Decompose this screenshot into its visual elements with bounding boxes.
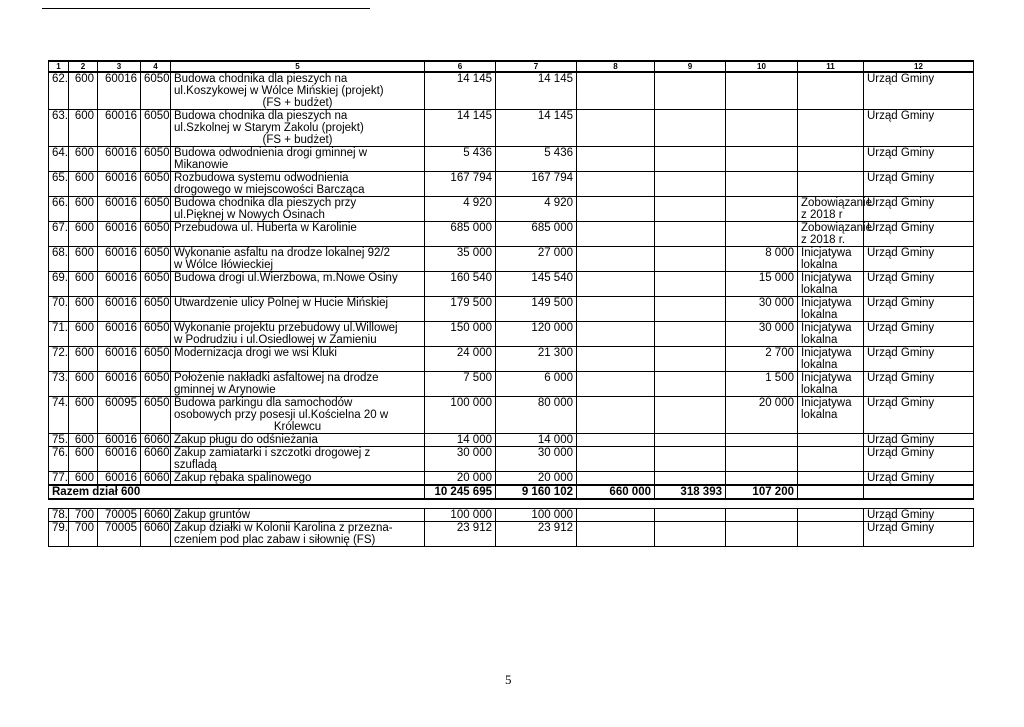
column-8-cell — [577, 372, 655, 397]
column-8-cell — [577, 322, 655, 347]
column-8-cell — [577, 147, 655, 172]
paragraph-cell: 6050 — [141, 172, 171, 197]
chapter-cell: 60016 — [98, 110, 141, 147]
chapter-cell: 60016 — [98, 247, 141, 272]
unit-cell: Urząd Gminy — [864, 147, 974, 172]
funding-note-cell: Inicjatywa lokalna — [798, 397, 864, 434]
column-9-cell — [655, 522, 726, 547]
unit-cell: Urząd Gminy — [864, 297, 974, 322]
column-number-1: 1 — [49, 61, 69, 72]
total-cost-cell: 150 000 — [425, 322, 496, 347]
column-8-cell — [577, 247, 655, 272]
column-10-cell — [726, 472, 798, 486]
chapter-cell: 60095 — [98, 397, 141, 434]
total-cost-cell: 167 794 — [425, 172, 496, 197]
total-cost-cell: 7 500 — [425, 372, 496, 397]
unit-cell: Urząd Gminy — [864, 347, 974, 372]
column-9-cell — [655, 372, 726, 397]
funding-note-cell — [798, 72, 864, 110]
column-number-9: 9 — [655, 61, 726, 72]
chapter-cell: 60016 — [98, 372, 141, 397]
unit-cell: Urząd Gminy — [864, 472, 974, 486]
funding-note-cell — [798, 472, 864, 486]
column-9-cell — [655, 72, 726, 110]
paragraph-cell: 6050 — [141, 372, 171, 397]
column-8-cell — [577, 172, 655, 197]
description-cell — [171, 447, 425, 472]
division-cell: 700 — [69, 509, 98, 522]
division-cell: 600 — [69, 447, 98, 472]
column-8-cell — [577, 297, 655, 322]
column-number-3: 3 — [98, 61, 141, 72]
funding-note-cell: Inicjatywa lokalna — [798, 372, 864, 397]
column-number-5: 5 — [171, 61, 425, 72]
funding-note-cell — [798, 172, 864, 197]
total-cost-cell: 100 000 — [425, 509, 496, 522]
description-line: w Podrudziu i ul.Osiedlowej w Zamieniu — [174, 334, 377, 346]
paragraph-cell: 6060 — [141, 509, 171, 522]
row-number-cell: 62. — [49, 72, 69, 110]
funding-note-cell — [798, 522, 864, 547]
funding-note-cell: Inicjatywa lokalna — [798, 322, 864, 347]
chapter-cell: 70005 — [98, 509, 141, 522]
table-row — [49, 397, 974, 434]
column-10-cell: 15 000 — [726, 272, 798, 297]
budget-2019-cell: 14 000 — [496, 434, 577, 447]
column-8-cell — [577, 110, 655, 147]
budget-2019-cell: 685 000 — [496, 222, 577, 247]
column-8-cell — [577, 72, 655, 110]
budget-2019-cell: 145 540 — [496, 272, 577, 297]
description-cell — [171, 522, 425, 547]
spacer-row — [49, 499, 974, 509]
row-number-cell: 76. — [49, 447, 69, 472]
division-cell: 600 — [69, 297, 98, 322]
total-c6: 10 245 695 — [425, 485, 496, 499]
column-number-10: 10 — [726, 61, 798, 72]
budget-2019-cell: 100 000 — [496, 509, 577, 522]
description-line: Zakup gruntów — [174, 509, 251, 521]
chapter-cell: 60016 — [98, 472, 141, 486]
description-line: szufladą — [174, 459, 217, 471]
chapter-cell: 60016 — [98, 147, 141, 172]
description-line: Budowa chodnika dla pieszych na — [174, 73, 348, 85]
column-8-cell — [577, 347, 655, 372]
paragraph-cell: 6050 — [141, 347, 171, 372]
description-line: Budowa chodnika dla pieszych na — [174, 110, 348, 122]
column-8-cell — [577, 197, 655, 222]
column-9-cell — [655, 247, 726, 272]
division-cell: 600 — [69, 110, 98, 147]
budget-2019-cell: 20 000 — [496, 472, 577, 486]
row-number-cell: 72. — [49, 347, 69, 372]
column-8-cell — [577, 509, 655, 522]
description-cell — [171, 197, 425, 222]
total-c7: 9 160 102 — [496, 485, 577, 499]
description-line: Modernizacja drogi we wsi Kluki — [174, 347, 337, 359]
column-10-cell — [726, 222, 798, 247]
table-row — [49, 222, 974, 247]
table-row — [49, 509, 974, 522]
funding-note-cell — [798, 147, 864, 172]
unit-cell: Urząd Gminy — [864, 434, 974, 447]
row-number-cell: 66. — [49, 197, 69, 222]
description-line: gminnej w Arynowie — [174, 384, 276, 396]
paragraph-cell: 6060 — [141, 447, 171, 472]
description-cell — [171, 72, 425, 110]
total-cost-cell: 35 000 — [425, 247, 496, 272]
funding-note-cell — [798, 447, 864, 472]
column-10-cell — [726, 197, 798, 222]
unit-cell: Urząd Gminy — [864, 247, 974, 272]
row-number-cell: 71. — [49, 322, 69, 347]
column-10-cell — [726, 147, 798, 172]
paragraph-cell: 6050 — [141, 322, 171, 347]
column-10-cell: 20 000 — [726, 397, 798, 434]
budget-2019-cell: 5 436 — [496, 147, 577, 172]
description-cell — [171, 172, 425, 197]
description-line: Zakup działki w Kolonii Karolina z przezna- — [174, 522, 393, 534]
total-cost-cell: 5 436 — [425, 147, 496, 172]
description-line: (FS + budżet) — [262, 134, 333, 146]
budget-2019-cell: 21 300 — [496, 347, 577, 372]
description-line: Budowa odwodnienia drogi gminnej w — [174, 147, 368, 159]
column-9-cell — [655, 272, 726, 297]
description-line: Zakup pługu do odśnieżania — [174, 434, 318, 446]
paragraph-cell: 6050 — [141, 247, 171, 272]
row-number-cell: 65. — [49, 172, 69, 197]
column-9-cell — [655, 197, 726, 222]
column-number-7: 7 — [496, 61, 577, 72]
budget-2019-cell: 149 500 — [496, 297, 577, 322]
funding-note-cell: Inicjatywa lokalna — [798, 347, 864, 372]
budget-2019-cell: 14 145 — [496, 110, 577, 147]
column-9-cell — [655, 447, 726, 472]
unit-cell: Urząd Gminy — [864, 322, 974, 347]
description-line: Zakup rębaka spalinowego — [174, 472, 312, 484]
total-cost-cell: 23 912 — [425, 522, 496, 547]
description-line: Wykonanie projektu przebudowy ul.Willowej — [174, 322, 398, 334]
column-10-cell — [726, 522, 798, 547]
column-8-cell — [577, 447, 655, 472]
chapter-cell: 60016 — [98, 172, 141, 197]
column-10-cell: 2 700 — [726, 347, 798, 372]
chapter-cell: 60016 — [98, 222, 141, 247]
description-line: Wykonanie asfaltu na drodze lokalnej 92/2 — [174, 247, 390, 259]
column-9-cell — [655, 172, 726, 197]
unit-cell: Urząd Gminy — [864, 272, 974, 297]
total-cost-cell: 179 500 — [425, 297, 496, 322]
total-cost-cell: 100 000 — [425, 397, 496, 434]
column-8-cell — [577, 222, 655, 247]
description-cell — [171, 397, 425, 434]
division-total-row — [49, 485, 974, 499]
paragraph-cell: 6050 — [141, 297, 171, 322]
table-row — [49, 372, 974, 397]
paragraph-cell: 6060 — [141, 472, 171, 486]
spacer-cell — [49, 499, 974, 509]
table-row — [49, 347, 974, 372]
top-rule — [42, 8, 370, 9]
division-cell: 600 — [69, 272, 98, 297]
table-row — [49, 72, 974, 110]
table-row — [49, 322, 974, 347]
division-cell: 600 — [69, 434, 98, 447]
table-row — [49, 247, 974, 272]
unit-cell: Urząd Gminy — [864, 372, 974, 397]
division-cell: 600 — [69, 397, 98, 434]
budget-2019-cell: 30 000 — [496, 447, 577, 472]
division-cell: 600 — [69, 197, 98, 222]
column-number-header — [49, 61, 974, 72]
table-row — [49, 197, 974, 222]
paragraph-cell: 6060 — [141, 434, 171, 447]
total-label: Razem dział 600 — [49, 485, 425, 499]
description-line: Rozbudowa systemu odwodnienia — [174, 172, 349, 184]
column-10-cell — [726, 72, 798, 110]
total-cost-cell: 14 000 — [425, 434, 496, 447]
division-cell: 600 — [69, 172, 98, 197]
description-cell — [171, 509, 425, 522]
description-line: Mikanowie — [174, 159, 229, 171]
paragraph-cell: 6050 — [141, 222, 171, 247]
description-cell — [171, 322, 425, 347]
paragraph-cell: 6050 — [141, 147, 171, 172]
column-10-cell: 30 000 — [726, 297, 798, 322]
description-cell — [171, 472, 425, 486]
column-10-cell: 1 500 — [726, 372, 798, 397]
description-line: osobowych przy posesji ul.Kościelna 20 w — [174, 409, 389, 421]
unit-cell: Urząd Gminy — [864, 222, 974, 247]
unit-cell: Urząd Gminy — [864, 110, 974, 147]
description-line: Budowa drogi ul.Wierzbowa, m.Nowe Osiny — [174, 272, 398, 284]
paragraph-cell: 6050 — [141, 72, 171, 110]
description-line: Budowa chodnika dla pieszych przy — [174, 197, 357, 209]
description-cell — [171, 297, 425, 322]
description-cell — [171, 347, 425, 372]
description-line: Budowa parkingu dla samochodów — [174, 397, 353, 409]
unit-cell: Urząd Gminy — [864, 447, 974, 472]
funding-note-cell — [798, 434, 864, 447]
chapter-cell: 60016 — [98, 272, 141, 297]
column-10-cell — [726, 447, 798, 472]
row-number-cell: 74. — [49, 397, 69, 434]
total-cost-cell: 30 000 — [425, 447, 496, 472]
page-number: 5 — [505, 672, 512, 687]
column-9-cell — [655, 297, 726, 322]
total-cost-cell: 14 145 — [425, 110, 496, 147]
description-line: Królewcu — [273, 421, 322, 433]
row-number-cell: 70. — [49, 297, 69, 322]
budget-2019-cell: 27 000 — [496, 247, 577, 272]
funding-note-cell: Inicjatywa lokalna — [798, 272, 864, 297]
funding-note-cell — [798, 110, 864, 147]
unit-cell: Urząd Gminy — [864, 397, 974, 434]
chapter-cell: 60016 — [98, 197, 141, 222]
total-cost-cell: 20 000 — [425, 472, 496, 486]
division-cell: 700 — [69, 522, 98, 547]
budget-2019-cell: 4 920 — [496, 197, 577, 222]
column-number-12: 12 — [864, 61, 974, 72]
chapter-cell: 60016 — [98, 434, 141, 447]
column-number-11: 11 — [798, 61, 864, 72]
column-10-cell — [726, 434, 798, 447]
description-line: w Wólce Iłówieckiej — [174, 259, 274, 271]
division-cell: 600 — [69, 322, 98, 347]
budget-2019-cell: 167 794 — [496, 172, 577, 197]
column-10-cell: 30 000 — [726, 322, 798, 347]
description-cell — [171, 372, 425, 397]
column-9-cell — [655, 110, 726, 147]
description-cell — [171, 272, 425, 297]
description-line: ul.Pięknej w Nowych Osinach — [174, 209, 325, 221]
unit-cell: Urząd Gminy — [864, 172, 974, 197]
investment-table — [48, 60, 974, 547]
column-number-2: 2 — [69, 61, 98, 72]
row-number-cell: 64. — [49, 147, 69, 172]
column-9-cell — [655, 434, 726, 447]
total-c12 — [864, 485, 974, 499]
column-number-4: 4 — [141, 61, 171, 72]
table-row — [49, 447, 974, 472]
chapter-cell: 60016 — [98, 72, 141, 110]
funding-note-cell: Zobowiązanie z 2018 r. — [798, 222, 864, 247]
column-9-cell — [655, 347, 726, 372]
description-line: Położenie nakładki asfaltowej na drodze — [174, 372, 379, 384]
column-10-cell — [726, 509, 798, 522]
column-10-cell — [726, 110, 798, 147]
description-line: ul.Koszykowej w Wólce Mińskiej (projekt) — [174, 85, 384, 97]
division-cell: 600 — [69, 72, 98, 110]
division-cell: 600 — [69, 372, 98, 397]
chapter-cell: 60016 — [98, 322, 141, 347]
total-cost-cell: 14 145 — [425, 72, 496, 110]
description-line: (FS + budżet) — [262, 97, 333, 109]
row-number-cell: 73. — [49, 372, 69, 397]
column-10-cell — [726, 172, 798, 197]
budget-2019-cell: 120 000 — [496, 322, 577, 347]
column-9-cell — [655, 147, 726, 172]
column-9-cell — [655, 472, 726, 486]
description-cell — [171, 147, 425, 172]
table-row — [49, 297, 974, 322]
chapter-cell: 60016 — [98, 347, 141, 372]
column-8-cell — [577, 472, 655, 486]
unit-cell: Urząd Gminy — [864, 197, 974, 222]
description-cell — [171, 247, 425, 272]
table-row — [49, 172, 974, 197]
description-line: drogowego w miejscowości Barcząca — [174, 184, 365, 196]
description-line: Zakup zamiatarki i szczotki drogowej z — [174, 447, 371, 459]
paragraph-cell: 6050 — [141, 110, 171, 147]
unit-cell: Urząd Gminy — [864, 522, 974, 547]
budget-2019-cell: 14 145 — [496, 72, 577, 110]
column-8-cell — [577, 522, 655, 547]
total-cost-cell: 160 540 — [425, 272, 496, 297]
row-number-cell: 63. — [49, 110, 69, 147]
description-line: Utwardzenie ulicy Polnej w Hucie Mińskiej — [174, 297, 389, 309]
total-cost-cell: 24 000 — [425, 347, 496, 372]
table-row — [49, 522, 974, 547]
column-9-cell — [655, 322, 726, 347]
budget-2019-cell: 23 912 — [496, 522, 577, 547]
chapter-cell: 60016 — [98, 297, 141, 322]
description-cell — [171, 110, 425, 147]
row-number-cell: 68. — [49, 247, 69, 272]
row-number-cell: 77. — [49, 472, 69, 486]
chapter-cell: 60016 — [98, 447, 141, 472]
chapter-cell: 70005 — [98, 522, 141, 547]
unit-cell: Urząd Gminy — [864, 509, 974, 522]
table-row — [49, 272, 974, 297]
row-number-cell: 78. — [49, 509, 69, 522]
row-number-cell: 79. — [49, 522, 69, 547]
budget-2019-cell: 80 000 — [496, 397, 577, 434]
division-cell: 600 — [69, 247, 98, 272]
total-c8: 660 000 — [577, 485, 655, 499]
column-8-cell — [577, 434, 655, 447]
row-number-cell: 67. — [49, 222, 69, 247]
division-cell: 600 — [69, 147, 98, 172]
funding-note-cell — [798, 509, 864, 522]
total-c9: 318 393 — [655, 485, 726, 499]
column-10-cell: 8 000 — [726, 247, 798, 272]
paragraph-cell: 6050 — [141, 397, 171, 434]
column-9-cell — [655, 222, 726, 247]
column-number-8: 8 — [577, 61, 655, 72]
funding-note-cell: Inicjatywa lokalna — [798, 247, 864, 272]
total-cost-cell: 4 920 — [425, 197, 496, 222]
table-row — [49, 147, 974, 172]
description-cell — [171, 222, 425, 247]
paragraph-cell: 6060 — [141, 522, 171, 547]
total-cost-cell: 685 000 — [425, 222, 496, 247]
description-line: Przebudowa ul. Huberta w Karolinie — [174, 222, 357, 234]
total-c10: 107 200 — [726, 485, 798, 499]
column-9-cell — [655, 397, 726, 434]
description-cell — [171, 434, 425, 447]
total-c11 — [798, 485, 864, 499]
table-row — [49, 472, 974, 486]
paragraph-cell: 6050 — [141, 272, 171, 297]
division-cell: 600 — [69, 347, 98, 372]
description-line: ul.Szkolnej w Starym Zakolu (projekt) — [174, 122, 364, 134]
description-line: czeniem pod plac zabaw i siłownię (FS) — [174, 534, 376, 546]
table-row — [49, 434, 974, 447]
column-8-cell — [577, 272, 655, 297]
row-number-cell: 69. — [49, 272, 69, 297]
column-9-cell — [655, 509, 726, 522]
column-8-cell — [577, 397, 655, 434]
division-cell: 600 — [69, 472, 98, 486]
budget-2019-cell: 6 000 — [496, 372, 577, 397]
funding-note-cell: Inicjatywa lokalna — [798, 297, 864, 322]
row-number-cell: 75. — [49, 434, 69, 447]
division-cell: 600 — [69, 222, 98, 247]
unit-cell: Urząd Gminy — [864, 72, 974, 110]
paragraph-cell: 6050 — [141, 197, 171, 222]
funding-note-cell: Zobowiązanie z 2018 r — [798, 197, 864, 222]
column-number-6: 6 — [425, 61, 496, 72]
table-row — [49, 110, 974, 147]
